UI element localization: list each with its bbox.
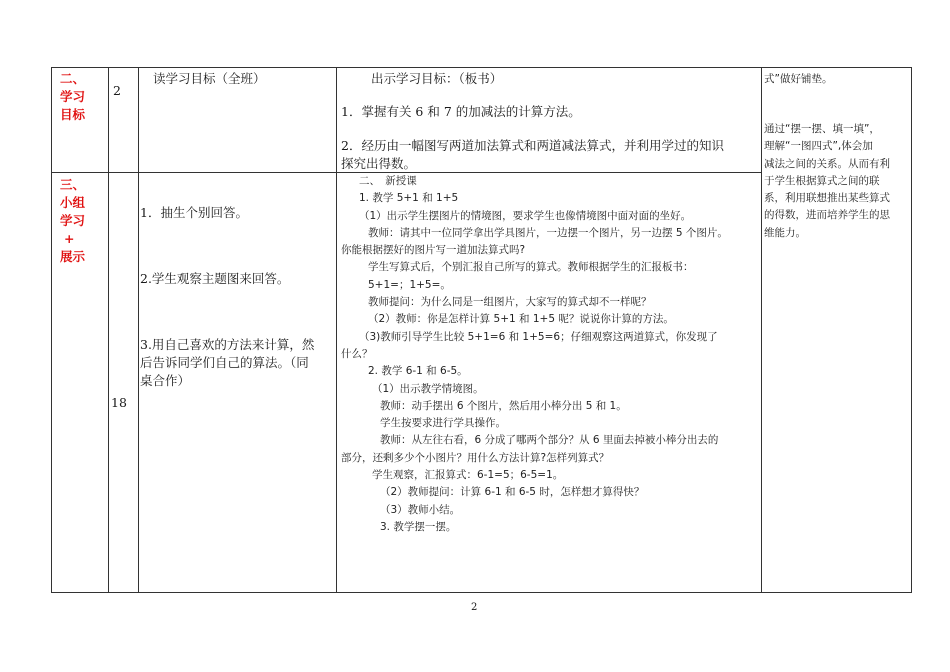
time-cell: 2 — [113, 83, 121, 98]
section-label-goals: 二、 学习 目标 — [60, 71, 86, 122]
time-cell: 18 — [111, 395, 127, 410]
teacher-activity-heading: 出示学习目标：（板书） — [371, 71, 503, 86]
student-step-2: 2.学生观察主题图来回答。 — [140, 271, 290, 286]
col-divider — [138, 68, 139, 592]
design-intent: 通过“摆一摆、填一填”， 理解“一图四式”,体会加 减法之间的关系。从而有利 于学生根据算式之间的联 系，利用联想推出某些算式 的得数，进而培养学生的思 维能力。 — [764, 123, 890, 239]
col-divider — [761, 68, 762, 592]
teacher-activity: 2．经历由一幅图写两道加法算式和两道减法算式，并利用学过的知识 探究出得数。 — [341, 138, 724, 171]
section-label-group-study: 三、 小组 学习 + 展示 — [60, 177, 86, 264]
student-step-3: 3.用自己喜欢的方法来计算，然 后告诉同学们自己的算法。（同 桌合作） — [140, 337, 315, 388]
student-activity: 读学习目标（全班） — [153, 71, 266, 86]
col-divider — [336, 68, 337, 592]
teacher-activity-new-lesson: 二、 新授课 1. 教学 5+1 和 1+5 （1）出示学生摆图片的情境图，要求学生也像情境图中面对面的坐好。 教师：请其中一位同学拿出学具图片，一边摆一个图片，另一边摆 5 个图片。 你能根据摆好的图片写一道加法算式吗? 学生写算式后，个别汇报自己所写的算式。教师根据学生的汇报板书： 5+1=；1+5=。 教师提问：为什么同是一组图片，大家写的算式却不一样呢？ （2）教师：你是怎样计算 5+1 和 1+5 呢？说说你计算的方法。 （3)教师引导学生比较 5+1=6 和 1+5=6；仔细观察这两道算式，你发现了 什么？ 2. 教学 6-1 和 6-5。 （1）出示教学情境图。 教师：动手摆出 6 个图片，然后用小棒分出 5 和 1。 学生按要求进行学具操作。 教师：从左往右看，6 分成了哪两个部分？从 6 里面去掉被小棒分出去的 部分，还剩多少个小图片？用什么方法计算?怎样列算式？ 学生观察，汇报算式：6-1=5；6-5=1。 （2）教师提问：计算 6-1 和 6-5 时，怎样想才算得快？ （3）教师小结。 3. 教学摆一摆。 — [341, 175, 728, 533]
design-intent: 式”做好铺垫。 — [764, 73, 833, 85]
page-number: 2 — [471, 602, 478, 613]
col-divider — [108, 68, 109, 592]
teacher-activity: 1．掌握有关 6 和 7 的加减法的计算方法。 — [341, 104, 581, 119]
student-step-1: 1．抽生个别回答。 — [140, 205, 248, 220]
